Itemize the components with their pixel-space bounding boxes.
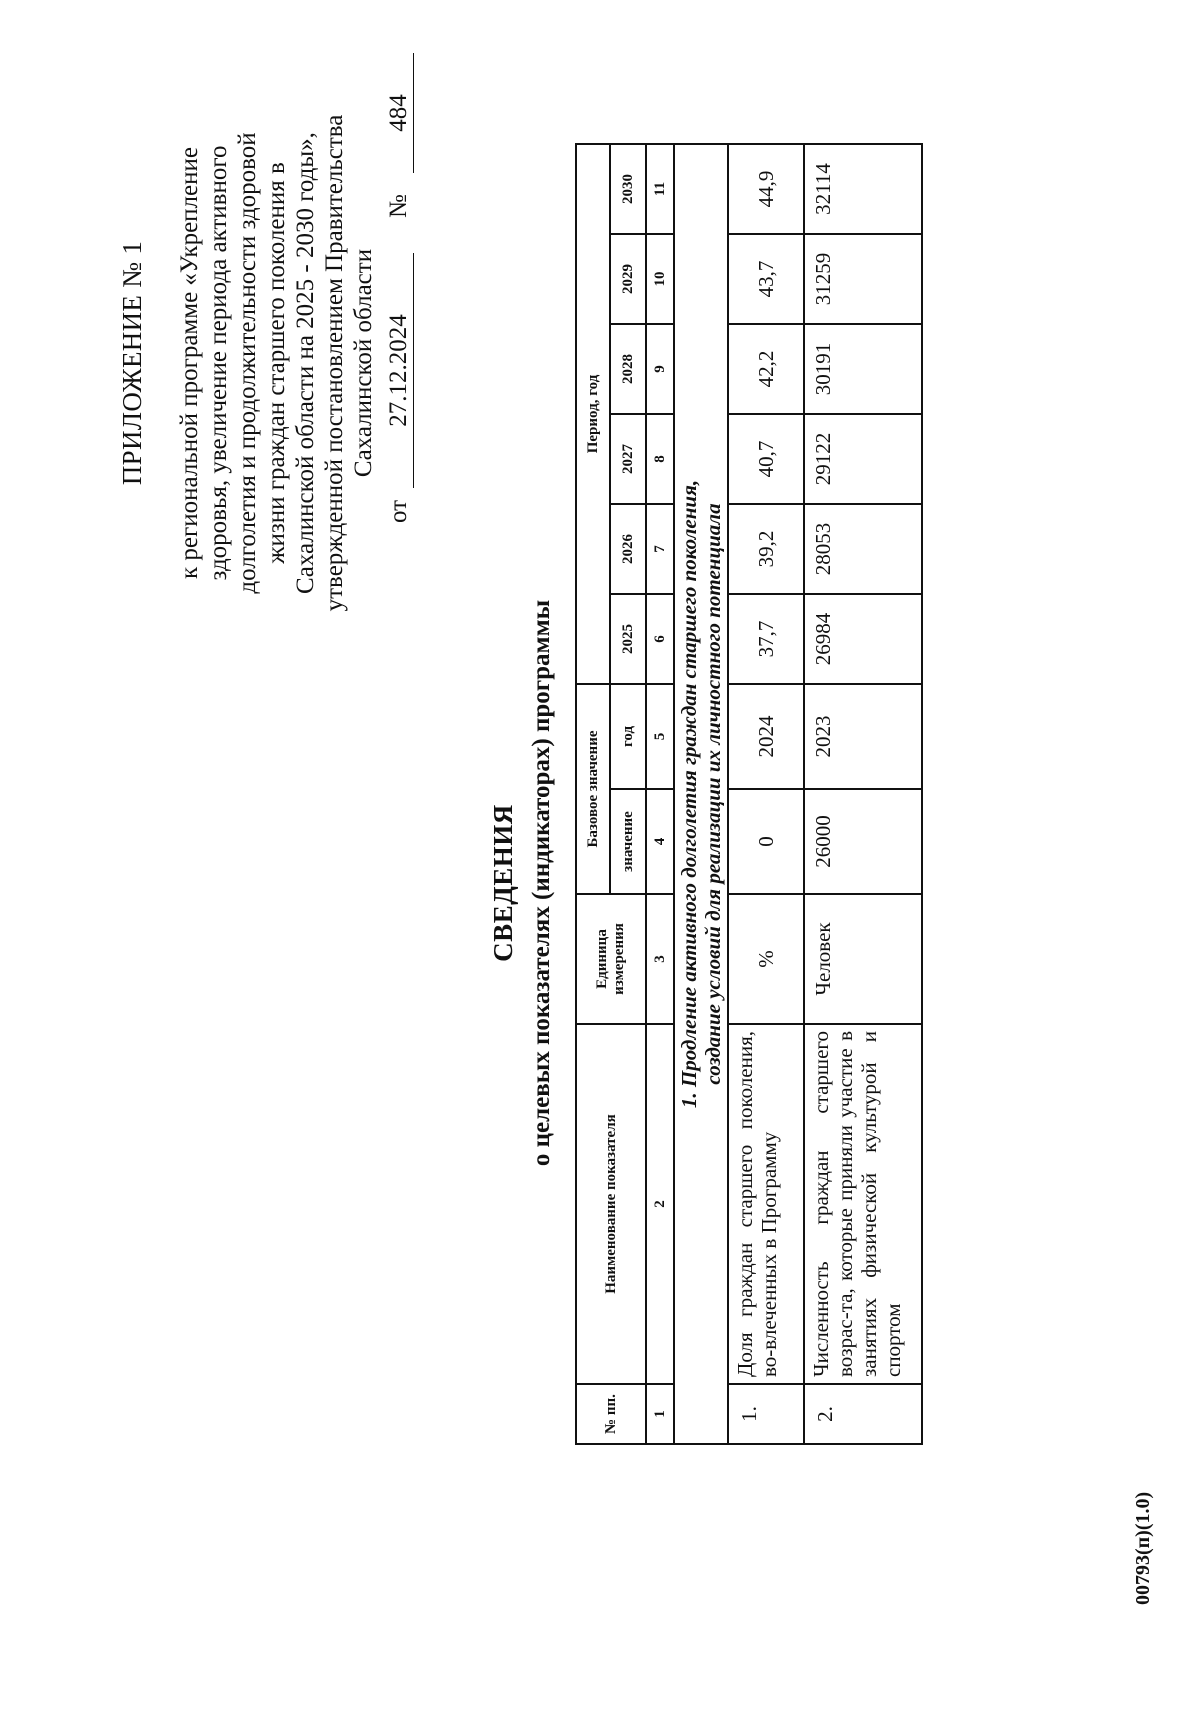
header-year: 2027 [610,414,646,504]
column-number: 7 [646,504,674,594]
table-header-row [576,144,610,1444]
header-base-year: год [610,684,646,789]
header-year: 2026 [610,504,646,594]
row-value: 32114 [804,144,922,234]
table-row [728,144,804,1444]
row-name: Численность граждан старшего возрас-та, которые приняли участие в занятиях физической культурой и спортом [804,1024,922,1384]
appendix-line: Сахалинской области [350,248,377,478]
section-title [674,144,728,1444]
row-value: 29122 [804,414,922,504]
row-base-value: 26000 [804,789,922,894]
from-label: от [385,499,412,523]
row-index: 2. [804,1384,922,1444]
row-unit: Человек [804,894,922,1024]
section-title-line2: создание условий для реализации их личностного потенциала [701,503,725,1085]
header-unit: Единица измерения [576,894,646,1024]
row-value: 39,2 [728,504,804,594]
column-number: 2 [646,1024,674,1384]
document-code: 00793(п)(1.0) [1132,1491,1154,1605]
column-number: 10 [646,234,674,324]
header-index: № пп. [576,1384,646,1444]
document-title: СВЕДЕНИЯ [488,804,518,962]
approval-number: 484 [384,53,414,173]
document-subtitle: о целевых показателях (индикаторах) программы [528,599,555,1167]
approval-date-line [384,53,418,673]
column-number: 1 [646,1384,674,1444]
row-base-year: 2023 [804,684,922,789]
column-number-row [646,144,674,1444]
row-value: 42,2 [728,324,804,414]
indicators-table [575,143,923,1445]
header-base-value: значение [610,789,646,894]
row-value: 44,9 [728,144,804,234]
appendix-line: жизни граждан старшего поколения в [263,162,290,564]
section-title-line1: 1. Продление активного долголетия граждан старшего поколения, [677,479,701,1109]
approval-date: 27.12.2024 [384,253,414,488]
column-number: 9 [646,324,674,414]
row-unit: % [728,894,804,1024]
row-base-value: 0 [728,789,804,894]
appendix-block [118,53,418,673]
header-year: 2025 [610,594,646,684]
row-value: 40,7 [728,414,804,504]
number-label: № [385,194,412,218]
header-year: 2028 [610,324,646,414]
row-value: 30191 [804,324,922,414]
row-value: 26984 [804,594,922,684]
header-period-group: Период, год [576,144,610,684]
column-number: 3 [646,894,674,1024]
appendix-line: утвержденной постановлением Правительства [321,114,348,612]
appendix-line: к региональной программе «Укрепление [176,147,203,579]
row-value: 37,7 [728,594,804,684]
column-number: 6 [646,594,674,684]
row-value: 31259 [804,234,922,324]
appendix-line: Сахалинской области на 2025 - 2030 годы», [292,132,319,594]
section-row [674,144,728,1444]
row-value: 28053 [804,504,922,594]
column-number: 8 [646,414,674,504]
header-year: 2030 [610,144,646,234]
row-name: Доля граждан старшего поколения, во-влеченных в Программу [728,1024,804,1384]
header-year: 2029 [610,234,646,324]
appendix-line: долголетия и продолжительности здоровой [234,132,261,594]
header-base-group: Базовое значение [576,684,610,894]
column-number: 5 [646,684,674,789]
column-number: 11 [646,144,674,234]
row-base-year: 2024 [728,684,804,789]
header-name: Наименование показателя [576,1024,646,1384]
row-value: 43,7 [728,234,804,324]
column-number: 4 [646,789,674,894]
table-row [804,144,922,1444]
appendix-line: здоровья, увеличение периода активного [205,145,232,581]
appendix-heading: ПРИЛОЖЕНИЕ № 1 [117,240,147,486]
row-index: 1. [728,1384,804,1444]
